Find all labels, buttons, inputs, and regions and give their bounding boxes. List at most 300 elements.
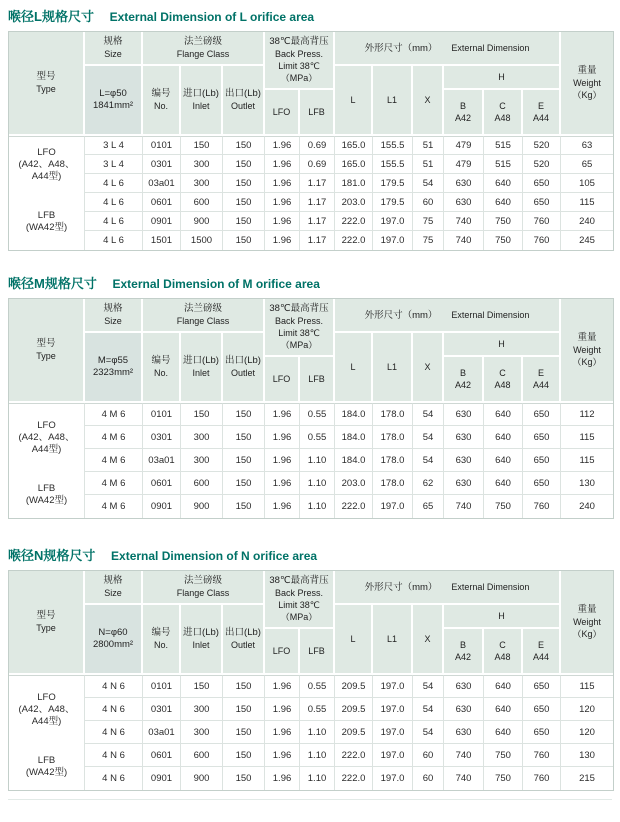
table-row [9, 155, 613, 174]
label-en: L [350, 95, 356, 105]
col-header-back-pressure [265, 299, 335, 357]
data-cell: 0301 [143, 698, 181, 721]
section-title-zh: 喉径M规格尺寸 [8, 276, 97, 291]
col-header-type [9, 571, 85, 675]
data-cell: 203.0 [335, 472, 373, 495]
data-cell: 0301 [143, 426, 181, 449]
data-cell: 1.10 [300, 767, 335, 790]
data-cell: 130 [561, 472, 613, 495]
col-header-x [413, 66, 444, 136]
col-header-l [335, 333, 373, 403]
label-en: Outlet [231, 101, 256, 111]
data-cell: 0101 [143, 403, 181, 426]
data-cell: 150 [181, 403, 223, 426]
label-zh: 法兰磅级 [184, 575, 223, 586]
col-header-l1 [373, 333, 413, 403]
data-cell: 1.96 [265, 698, 300, 721]
label-sub: A42 [455, 380, 472, 390]
label-en: H [498, 72, 505, 82]
data-cell: 1.96 [265, 426, 300, 449]
label-zh: 出口(Lb) [225, 355, 261, 366]
size-cell: 4 M 6 [85, 495, 143, 518]
col-header-h [444, 66, 561, 90]
data-cell: 515 [484, 155, 523, 174]
table-row [9, 212, 613, 231]
data-cell: 630 [444, 403, 484, 426]
label-en: C [499, 101, 506, 111]
col-header-no [143, 605, 181, 675]
data-cell: 150 [223, 495, 265, 518]
label-en: LFB [308, 646, 325, 656]
data-cell: 1.96 [265, 449, 300, 472]
data-cell: 1.96 [265, 403, 300, 426]
col-header-flange-class [143, 571, 265, 605]
size-cell: 4 N 6 [85, 721, 143, 744]
data-cell: 640 [484, 403, 523, 426]
data-cell: 650 [523, 698, 561, 721]
data-cell: 0601 [143, 472, 181, 495]
col-header-lfo [265, 629, 300, 675]
data-cell: 165.0 [335, 155, 373, 174]
data-cell: 197.0 [373, 698, 413, 721]
data-cell: 0101 [143, 675, 181, 698]
label-zh: 规格 [103, 303, 123, 314]
data-cell: 54 [413, 174, 444, 193]
data-cell: 150 [223, 212, 265, 231]
data-cell: 630 [444, 675, 484, 698]
label-zh: 38℃最高背压 [269, 575, 329, 586]
data-cell: 1.96 [265, 193, 300, 212]
table-row [9, 721, 613, 744]
data-cell: 650 [523, 721, 561, 744]
section-title [8, 275, 612, 293]
data-cell: 184.0 [335, 403, 373, 426]
data-cell: 197.0 [373, 721, 413, 744]
label-unit: （MPa） [280, 340, 318, 350]
label-en: E [538, 368, 545, 378]
data-cell: 760 [523, 212, 561, 231]
col-header-external-dimension [335, 299, 561, 333]
data-cell: 750 [484, 212, 523, 231]
section-n-orifice [8, 547, 612, 791]
data-cell: 54 [413, 449, 444, 472]
col-header-type [9, 32, 85, 136]
size-cell: 4 N 6 [85, 744, 143, 767]
table-row [9, 495, 613, 518]
data-cell: 60 [413, 193, 444, 212]
data-cell: 630 [444, 193, 484, 212]
size-cell: 4 L 6 [85, 212, 143, 231]
data-cell: 215 [561, 767, 613, 790]
data-cell: 54 [413, 426, 444, 449]
data-cell: 760 [523, 744, 561, 767]
data-cell: 1.10 [300, 744, 335, 767]
label-en: Size [104, 588, 122, 598]
data-cell: 750 [484, 767, 523, 790]
data-cell: 640 [484, 698, 523, 721]
size-cell: 4 N 6 [85, 698, 143, 721]
table-body [9, 136, 613, 250]
type-group-cell: LFO (A42、A48、 A44型) [9, 675, 85, 744]
label-zh: 出口(Lb) [225, 627, 261, 638]
data-cell: 197.0 [373, 767, 413, 790]
section-title-en: External Dimension of L orifice area [109, 10, 315, 24]
data-cell: 650 [523, 174, 561, 193]
data-cell: 197.0 [373, 495, 413, 518]
data-cell: 1.96 [265, 675, 300, 698]
data-cell: 0901 [143, 212, 181, 231]
data-cell: 150 [181, 675, 223, 698]
col-header-b [444, 357, 484, 403]
label-en: No. [153, 640, 168, 650]
size-spec-cell [85, 333, 143, 403]
page-bottom-divider [8, 799, 612, 800]
col-header-inlet [181, 66, 223, 136]
data-cell: 1.10 [300, 495, 335, 518]
size-spec-line1: M=φ55 [97, 355, 129, 366]
label-en: Size [104, 316, 122, 326]
data-cell: 0.55 [300, 426, 335, 449]
data-cell: 1.17 [300, 174, 335, 193]
data-cell: 479 [444, 136, 484, 155]
size-spec-line2: 2323mm² [92, 367, 134, 378]
data-cell: 640 [484, 449, 523, 472]
data-cell: 165.0 [335, 136, 373, 155]
data-cell: 65 [561, 155, 613, 174]
label-zh: 编号 [151, 88, 171, 99]
table-row [9, 403, 613, 426]
label-en: External Dimension [451, 42, 530, 53]
size-cell: 4 N 6 [85, 675, 143, 698]
label-en: L [350, 634, 356, 644]
col-header-type [9, 299, 85, 403]
data-cell: 640 [484, 193, 523, 212]
data-cell: 115 [561, 675, 613, 698]
label-en: Type [36, 351, 56, 361]
size-cell: 4 N 6 [85, 767, 143, 790]
label-en: Size [104, 49, 122, 59]
data-cell: 150 [223, 721, 265, 744]
data-cell: 115 [561, 193, 613, 212]
data-cell: 60 [413, 767, 444, 790]
label-en: E [538, 640, 545, 650]
data-cell: 640 [484, 174, 523, 193]
data-cell: 1.96 [265, 744, 300, 767]
data-cell: 209.5 [335, 721, 373, 744]
data-cell: 520 [523, 136, 561, 155]
data-cell: 1.96 [265, 136, 300, 155]
col-header-weight [561, 32, 613, 136]
label-zh: 重量 [577, 332, 597, 343]
col-header-e [523, 629, 561, 675]
label-en: LFB [308, 107, 325, 117]
data-cell: 750 [484, 495, 523, 518]
label-en: L [350, 362, 356, 372]
data-cell: 1500 [181, 231, 223, 250]
label-zh: 型号 [36, 71, 56, 82]
label-en: Back Press. [275, 588, 324, 598]
label-en: H [498, 611, 505, 621]
data-cell: 0.55 [300, 403, 335, 426]
label-en: Weight [573, 345, 601, 355]
table-row [9, 193, 613, 212]
data-cell: 209.5 [335, 675, 373, 698]
label-unit: （Kg） [572, 629, 602, 639]
label-en: Limit 38℃ [278, 328, 320, 338]
label-en: Flange Class [176, 49, 230, 59]
col-header-external-dimension [335, 571, 561, 605]
data-cell: 222.0 [335, 231, 373, 250]
data-cell: 60 [413, 744, 444, 767]
data-cell: 222.0 [335, 767, 373, 790]
data-cell: 1.17 [300, 193, 335, 212]
data-cell: 650 [523, 472, 561, 495]
table-row [9, 174, 613, 193]
data-cell: 178.0 [373, 449, 413, 472]
table-row [9, 675, 613, 698]
col-header-lfb [300, 90, 335, 136]
label-zh: 型号 [36, 338, 56, 349]
table-row [9, 767, 613, 790]
data-cell: 650 [523, 403, 561, 426]
size-spec-cell [85, 605, 143, 675]
data-cell: 150 [223, 426, 265, 449]
data-cell: 179.5 [373, 193, 413, 212]
label-zh: 进口(Lb) [183, 627, 219, 638]
data-cell: 112 [561, 403, 613, 426]
data-cell: 760 [523, 495, 561, 518]
size-cell: 3 L 4 [85, 136, 143, 155]
data-cell: 740 [444, 212, 484, 231]
data-cell: 54 [413, 698, 444, 721]
label-en: E [538, 101, 545, 111]
col-header-c [484, 629, 523, 675]
label-zh: 规格 [103, 575, 123, 586]
data-cell: 222.0 [335, 212, 373, 231]
data-cell: 1.96 [265, 212, 300, 231]
data-cell: 51 [413, 155, 444, 174]
col-header-lfo [265, 90, 300, 136]
label-en: Inlet [192, 640, 210, 650]
label-sub: A48 [494, 652, 511, 662]
label-en: LFB [308, 374, 325, 384]
size-cell: 4 M 6 [85, 449, 143, 472]
col-header-flange-class [143, 299, 265, 333]
type-group-cell: LFO (A42、A48、 A44型) [9, 403, 85, 472]
size-spec-cell [85, 66, 143, 136]
data-cell: 640 [484, 472, 523, 495]
data-cell: 515 [484, 136, 523, 155]
label-en: Outlet [231, 640, 256, 650]
label-zh: 编号 [151, 355, 171, 366]
data-cell: 479 [444, 155, 484, 174]
data-cell: 1.96 [265, 155, 300, 174]
label-en: No. [153, 101, 168, 111]
label-en: LFO [272, 374, 291, 384]
col-header-l [335, 605, 373, 675]
data-cell: 300 [181, 174, 223, 193]
col-header-back-pressure [265, 571, 335, 629]
label-unit: （MPa） [280, 612, 318, 622]
data-cell: 750 [484, 744, 523, 767]
label-en: Inlet [192, 368, 210, 378]
label-sub: A42 [455, 113, 472, 123]
size-cell: 4 L 6 [85, 193, 143, 212]
label-zh: 进口(Lb) [183, 88, 219, 99]
col-header-c [484, 90, 523, 136]
data-cell: 1.96 [265, 472, 300, 495]
data-cell: 178.0 [373, 426, 413, 449]
col-header-back-pressure [265, 32, 335, 90]
col-header-size [85, 571, 143, 605]
data-cell: 630 [444, 174, 484, 193]
label-en: LFO [272, 646, 291, 656]
label-sub: A44 [533, 652, 550, 662]
label-zh: 型号 [36, 610, 56, 621]
label-en: Flange Class [176, 316, 230, 326]
data-cell: 150 [223, 193, 265, 212]
col-header-lfo [265, 357, 300, 403]
col-header-e [523, 90, 561, 136]
col-header-c [484, 357, 523, 403]
data-cell: 150 [223, 155, 265, 174]
label-zh: 38℃最高背压 [269, 303, 329, 314]
table-row [9, 698, 613, 721]
data-cell: 1501 [143, 231, 181, 250]
data-cell: 0601 [143, 744, 181, 767]
label-en: C [499, 640, 506, 650]
data-cell: 197.0 [373, 231, 413, 250]
label-en: L1 [387, 95, 398, 105]
data-cell: 0.69 [300, 155, 335, 174]
data-cell: 63 [561, 136, 613, 155]
data-cell: 760 [523, 767, 561, 790]
data-cell: 740 [444, 767, 484, 790]
data-cell: 240 [561, 495, 613, 518]
data-cell: 120 [561, 721, 613, 744]
label-en: Inlet [192, 101, 210, 111]
col-header-x [413, 333, 444, 403]
label-zh: 外形尺寸（mm） [364, 581, 438, 593]
data-cell: 150 [223, 698, 265, 721]
data-cell: 222.0 [335, 744, 373, 767]
col-header-l1 [373, 605, 413, 675]
section-m-orifice [8, 275, 612, 519]
label-en: External Dimension [451, 309, 530, 320]
section-title [8, 547, 612, 565]
label-en: C [499, 368, 506, 378]
data-cell: 600 [181, 193, 223, 212]
size-cell: 3 L 4 [85, 155, 143, 174]
data-cell: 03a01 [143, 721, 181, 744]
data-cell: 650 [523, 426, 561, 449]
col-header-outlet [223, 333, 265, 403]
data-cell: 0901 [143, 495, 181, 518]
data-cell: 120 [561, 698, 613, 721]
data-cell: 0.55 [300, 675, 335, 698]
label-en: H [498, 339, 505, 349]
data-cell: 62 [413, 472, 444, 495]
data-cell: 150 [223, 744, 265, 767]
size-spec-line1: L=φ50 [99, 88, 127, 99]
data-cell: 640 [484, 721, 523, 744]
data-cell: 650 [523, 675, 561, 698]
data-cell: 1.96 [265, 231, 300, 250]
data-cell: 1.96 [265, 174, 300, 193]
data-cell: 150 [223, 472, 265, 495]
data-cell: 54 [413, 721, 444, 744]
data-cell: 0601 [143, 193, 181, 212]
data-cell: 197.0 [373, 744, 413, 767]
table-row [9, 744, 613, 767]
label-en: Limit 38℃ [278, 600, 320, 610]
label-zh: 重量 [577, 65, 597, 76]
col-header-no [143, 66, 181, 136]
data-cell: 1.17 [300, 231, 335, 250]
data-cell: 03a01 [143, 449, 181, 472]
col-header-weight [561, 571, 613, 675]
label-zh: 编号 [151, 627, 171, 638]
data-cell: 105 [561, 174, 613, 193]
type-group-cell: LFB (WA42型) [9, 472, 85, 518]
data-cell: 150 [223, 675, 265, 698]
col-header-no [143, 333, 181, 403]
label-en: Limit 38℃ [278, 61, 320, 71]
data-cell: 630 [444, 721, 484, 744]
spec-table-n-orifice [8, 570, 614, 791]
col-header-outlet [223, 605, 265, 675]
section-title-en: External Dimension of N orifice area [111, 549, 318, 563]
table-row [9, 472, 613, 495]
label-zh: 法兰磅级 [184, 36, 223, 47]
data-cell: 181.0 [335, 174, 373, 193]
data-cell: 600 [181, 744, 223, 767]
label-sub: A48 [494, 113, 511, 123]
label-en: Weight [573, 78, 601, 88]
data-cell: 150 [223, 403, 265, 426]
data-cell: 740 [444, 231, 484, 250]
data-cell: 900 [181, 212, 223, 231]
col-header-size [85, 299, 143, 333]
col-header-external-dimension [335, 32, 561, 66]
data-cell: 184.0 [335, 449, 373, 472]
label-zh: 重量 [577, 604, 597, 615]
col-header-b [444, 629, 484, 675]
data-cell: 245 [561, 231, 613, 250]
data-cell: 54 [413, 403, 444, 426]
col-header-h [444, 333, 561, 357]
table-header [9, 299, 613, 403]
label-zh: 外形尺寸（mm） [364, 309, 438, 321]
section-title-zh: 喉径L规格尺寸 [8, 9, 94, 24]
size-spec-line2: 2800mm² [92, 639, 134, 650]
data-cell: 75 [413, 231, 444, 250]
spec-table-m-orifice [8, 298, 614, 519]
data-cell: 0101 [143, 136, 181, 155]
data-cell: 51 [413, 136, 444, 155]
label-en: L1 [387, 634, 398, 644]
col-header-h [444, 605, 561, 629]
data-cell: 640 [484, 675, 523, 698]
data-cell: 197.0 [373, 675, 413, 698]
size-cell: 4 L 6 [85, 231, 143, 250]
data-cell: 115 [561, 449, 613, 472]
label-en: L1 [387, 362, 398, 372]
type-group-cell: LFO (A42、A48、 A44型) [9, 136, 85, 193]
data-cell: 300 [181, 449, 223, 472]
table-header [9, 571, 613, 675]
label-unit: （Kg） [572, 357, 602, 367]
